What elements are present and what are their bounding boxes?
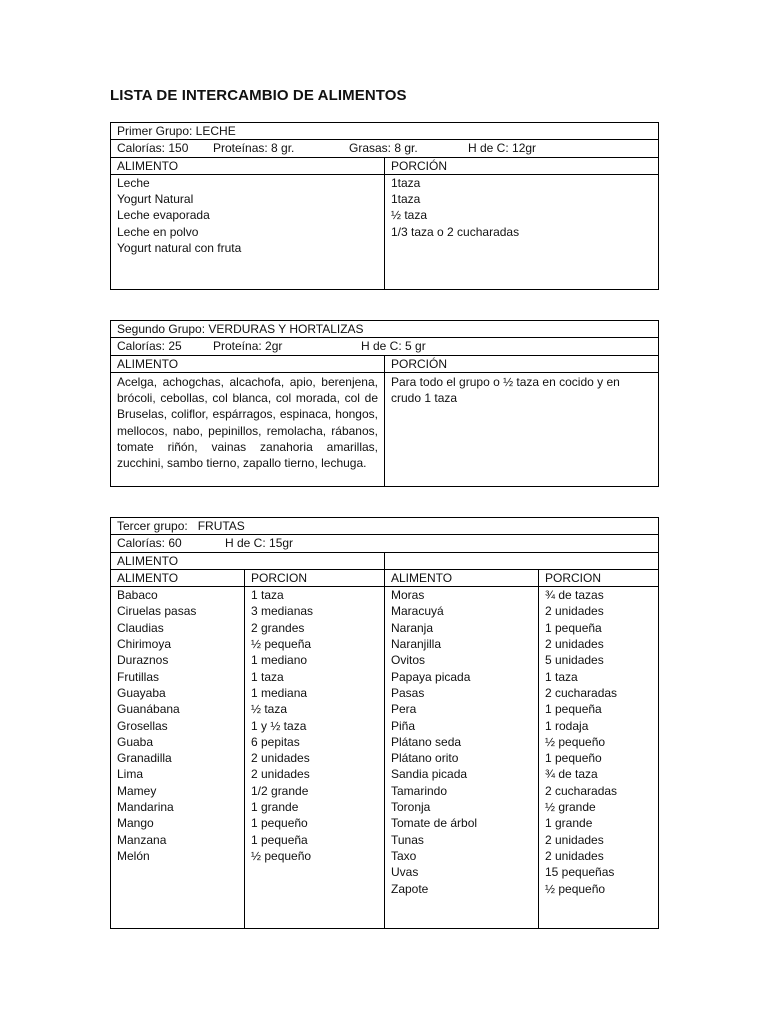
column-header-portion: PORCION bbox=[539, 569, 659, 586]
portion-item: 2 unidades bbox=[545, 637, 604, 652]
fruit-item: Granadilla bbox=[117, 751, 172, 766]
portion-item: 1 pequeño bbox=[251, 816, 308, 831]
portion-item: 2 cucharadas bbox=[545, 783, 618, 798]
portion-item: 1/2 grande bbox=[251, 783, 309, 798]
fruit-item: Manzana bbox=[117, 832, 167, 847]
fruit-item: Pera bbox=[391, 702, 417, 717]
column-header-portion: PORCIÓN bbox=[385, 157, 659, 174]
fruit-item: Plátano orito bbox=[391, 751, 459, 766]
fruit-item: Uvas bbox=[391, 865, 419, 880]
protein-value: Proteína: 2gr bbox=[213, 339, 283, 354]
food-item: Leche bbox=[117, 175, 150, 190]
fruit-item: Naranjilla bbox=[391, 637, 442, 652]
portion-item: 15 pequeñas bbox=[545, 865, 615, 880]
fruit-item: Piña bbox=[391, 718, 416, 733]
nutrition-row bbox=[111, 535, 659, 552]
portion-item: ¾ de taza bbox=[545, 767, 598, 782]
portion-item: ½ pequeña bbox=[251, 637, 312, 652]
fruit-item: Naranja bbox=[391, 620, 434, 635]
calories-value: Calorías: 60 bbox=[117, 536, 182, 551]
portion-item: 1 taza bbox=[251, 588, 284, 603]
group-header: Primer Grupo: LECHE bbox=[111, 123, 659, 140]
portion-item: 2 unidades bbox=[545, 848, 604, 863]
column-header-food: ALIMENTO bbox=[111, 157, 385, 174]
food-item: Leche evaporada bbox=[117, 208, 210, 223]
food-item: Yogurt natural con fruta bbox=[117, 241, 242, 256]
portion-item: 1 pequeño bbox=[545, 751, 602, 766]
portion-item: 3 medianas bbox=[251, 604, 314, 619]
fruit-item: Pasas bbox=[391, 685, 425, 700]
fruit-item: Melón bbox=[117, 848, 150, 863]
column-header-food-top: ALIMENTO bbox=[111, 552, 385, 569]
fat-value: Grasas: 8 gr. bbox=[349, 141, 418, 156]
calories-value: Calorías: 150 bbox=[117, 141, 189, 156]
fruit-item: Frutillas bbox=[117, 669, 160, 684]
portion-item: 2 grandes bbox=[251, 620, 305, 635]
fruit-item: Lima bbox=[117, 767, 144, 782]
vegetable-list: Acelga, achogchas, alcachofa, apio, berenjena, brócoli, cebollas, col blanca, col morada, col de Bruselas, coliflor, espárragos, espinaca, hongos, mellocos, nabo, pepinillos, remolacha, rábanos, tomate riñón, vainas zanahoria amarillas, zucchini, sambo tierno, zapallo tierno, lechuga. bbox=[111, 372, 385, 486]
fruit-item: Grosellas bbox=[117, 718, 168, 733]
fruit-item: Ovitos bbox=[391, 653, 426, 668]
portion-item: 1 taza bbox=[251, 669, 284, 684]
portion-item: 1 grande bbox=[545, 816, 593, 831]
fruit-item: Duraznos bbox=[117, 653, 169, 668]
fruit-item: Maracuyá bbox=[391, 604, 444, 619]
fruit-item: Tunas bbox=[391, 832, 424, 847]
portion-item: 1 mediana bbox=[251, 685, 308, 700]
fruit-item: Claudias bbox=[117, 620, 164, 635]
portion-item: 2 unidades bbox=[251, 751, 310, 766]
group-header: Tercer grupo: FRUTAS bbox=[111, 518, 659, 535]
portion-item: 1taza bbox=[391, 192, 421, 207]
fruit-item: Ciruelas pasas bbox=[117, 604, 197, 619]
column-header-food: ALIMENTO bbox=[111, 569, 245, 586]
fruit-item: Mandarina bbox=[117, 800, 174, 815]
fruit-item: Chirimoya bbox=[117, 637, 172, 652]
fruit-item: Guayaba bbox=[117, 685, 166, 700]
portion-item: ½ pequeño bbox=[545, 734, 606, 749]
nutrition-row bbox=[111, 140, 659, 157]
portion-list-left bbox=[245, 587, 385, 929]
carbs-value: H de C: 12gr bbox=[468, 141, 537, 156]
carbs-value: H de C: 5 gr bbox=[361, 339, 426, 354]
group-header: Segundo Grupo: VERDURAS Y HORTALIZAS bbox=[111, 321, 659, 338]
group-leche-table bbox=[110, 122, 659, 290]
fruit-item: Taxo bbox=[391, 848, 417, 863]
portion-item: ½ taza bbox=[251, 702, 288, 717]
portion-item: 1/3 taza o 2 cucharadas bbox=[391, 224, 520, 239]
fruit-item: Zapote bbox=[391, 881, 429, 896]
fruit-list-right bbox=[385, 587, 539, 929]
portion-item: ½ taza bbox=[391, 208, 428, 223]
fruit-list-left bbox=[111, 587, 245, 929]
fruit-item: Plátano seda bbox=[391, 734, 462, 749]
fruit-item: Tamarindo bbox=[391, 783, 448, 798]
protein-value: Proteínas: 8 gr. bbox=[213, 141, 295, 156]
fruit-item: Sandia picada bbox=[391, 767, 468, 782]
calories-value: Calorías: 25 bbox=[117, 339, 182, 354]
nutrition-row bbox=[111, 338, 659, 355]
portion-item: ½ pequeño bbox=[251, 848, 312, 863]
fruit-item: Toronja bbox=[391, 800, 431, 815]
portion-item: 2 cucharadas bbox=[545, 685, 618, 700]
carbs-value: H de C: 15gr bbox=[225, 536, 294, 551]
food-item: Yogurt Natural bbox=[117, 192, 194, 207]
portion-item: 5 unidades bbox=[545, 653, 604, 668]
empty-header-cell bbox=[385, 552, 659, 569]
column-header-portion: PORCION bbox=[245, 569, 385, 586]
portion-item: 1 y ½ taza bbox=[251, 718, 307, 733]
portion-list bbox=[385, 174, 659, 289]
portion-item: 1taza bbox=[391, 175, 421, 190]
fruit-item: Babaco bbox=[117, 588, 158, 603]
fruit-item: Moras bbox=[391, 588, 425, 603]
fruit-item: Mango bbox=[117, 816, 154, 831]
column-header-food: ALIMENTO bbox=[385, 569, 539, 586]
food-item: Leche en polvo bbox=[117, 224, 199, 239]
portion-list-right bbox=[539, 587, 659, 929]
fruit-item: Guanábana bbox=[117, 702, 180, 717]
column-header-food: ALIMENTO bbox=[111, 355, 385, 372]
portion-item: 1 mediano bbox=[251, 653, 308, 668]
vegetable-portion: Para todo el grupo o ½ taza en cocido y en crudo 1 taza bbox=[385, 372, 659, 486]
portion-item: 6 pepitas bbox=[251, 734, 300, 749]
portion-item: 1 pequeña bbox=[545, 702, 602, 717]
portion-item: 1 pequeña bbox=[251, 832, 308, 847]
portion-item: 1 rodaja bbox=[545, 718, 589, 733]
portion-item: 1 grande bbox=[251, 800, 299, 815]
portion-item: ½ pequeño bbox=[545, 881, 606, 896]
portion-item: ½ grande bbox=[545, 800, 596, 815]
portion-item: 2 unidades bbox=[545, 832, 604, 847]
page-title: LISTA DE INTERCAMBIO DE ALIMENTOS bbox=[110, 87, 407, 104]
fruit-item: Tomate de árbol bbox=[391, 816, 478, 831]
group-frutas-table bbox=[110, 517, 659, 929]
fruit-item: Guaba bbox=[117, 734, 154, 749]
food-list bbox=[111, 174, 385, 289]
fruit-item: Mamey bbox=[117, 783, 157, 798]
group-verduras-table bbox=[110, 320, 659, 487]
portion-item: 1 pequeña bbox=[545, 620, 602, 635]
portion-item: 2 unidades bbox=[545, 604, 604, 619]
fruit-item: Papaya picada bbox=[391, 669, 471, 684]
portion-item: 1 taza bbox=[545, 669, 578, 684]
portion-item: 2 unidades bbox=[251, 767, 310, 782]
portion-item: ¾ de tazas bbox=[545, 588, 604, 603]
column-header-portion: PORCIÓN bbox=[385, 355, 659, 372]
